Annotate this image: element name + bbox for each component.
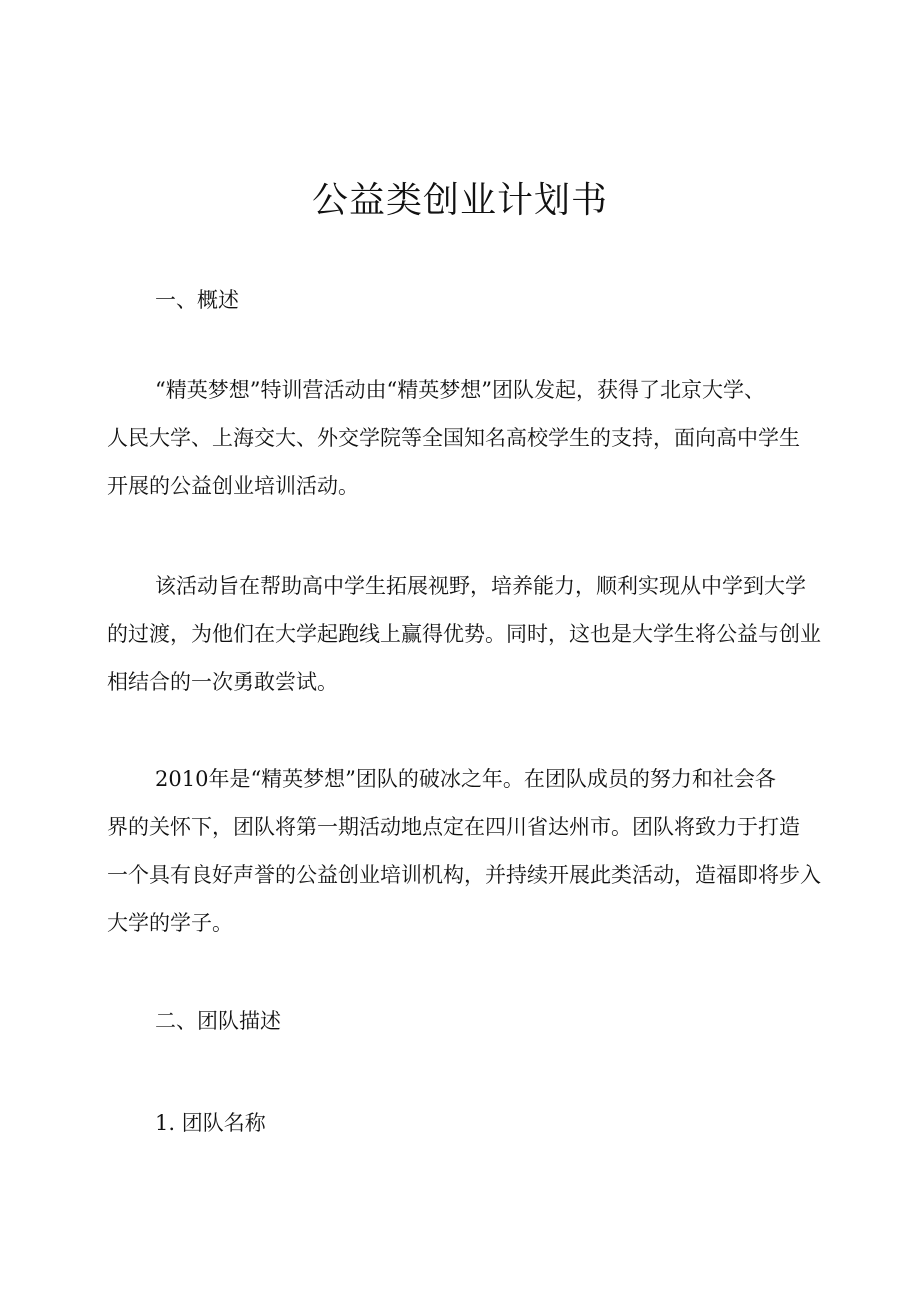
paragraph-line: 该活动旨在帮助高中学生拓展视野，培养能力，顺利实现从中学到大学 [155,574,806,598]
paragraph-line: 相结合的一次勇敢尝试。 [107,670,338,694]
paragraph-line: 的过渡，为他们在大学起跑线上赢得优势。同时，这也是大学生将公益与创业 [107,622,821,646]
subsection-heading-team-name: 1. 团队名称 [155,1111,266,1135]
paragraph-overview-1 [107,366,823,510]
paragraph-line: 2010年是“精英梦想”团队的破冰之年。在团队成员的努力和社会各 [155,767,776,791]
paragraph-line: 开展的公益创业培训活动。 [107,474,359,498]
paragraph-line: “精英梦想”特训营活动由“精英梦想”团队发起，获得了北京大学、 [155,378,765,402]
document-title: 公益类创业计划书 [311,180,608,221]
paragraph-line: 大学的学子。 [107,911,233,935]
section-heading-team-description: 二、团队描述 [155,1009,281,1033]
paragraph-line: 界的关怀下，团队将第一期活动地点定在四川省达州市。团队将致力于打造 [107,815,800,839]
paragraph-line: 人民大学、上海交大、外交学院等全国知名高校学生的支持，面向高中学生 [107,426,800,450]
paragraph-overview-2 [107,562,823,706]
section-heading-overview: 一、概述 [155,288,239,312]
paragraph-line: 一个具有良好声誉的公益创业培训机构，并持续开展此类活动，造福即将步入 [107,863,821,887]
paragraph-overview-3 [107,755,823,947]
